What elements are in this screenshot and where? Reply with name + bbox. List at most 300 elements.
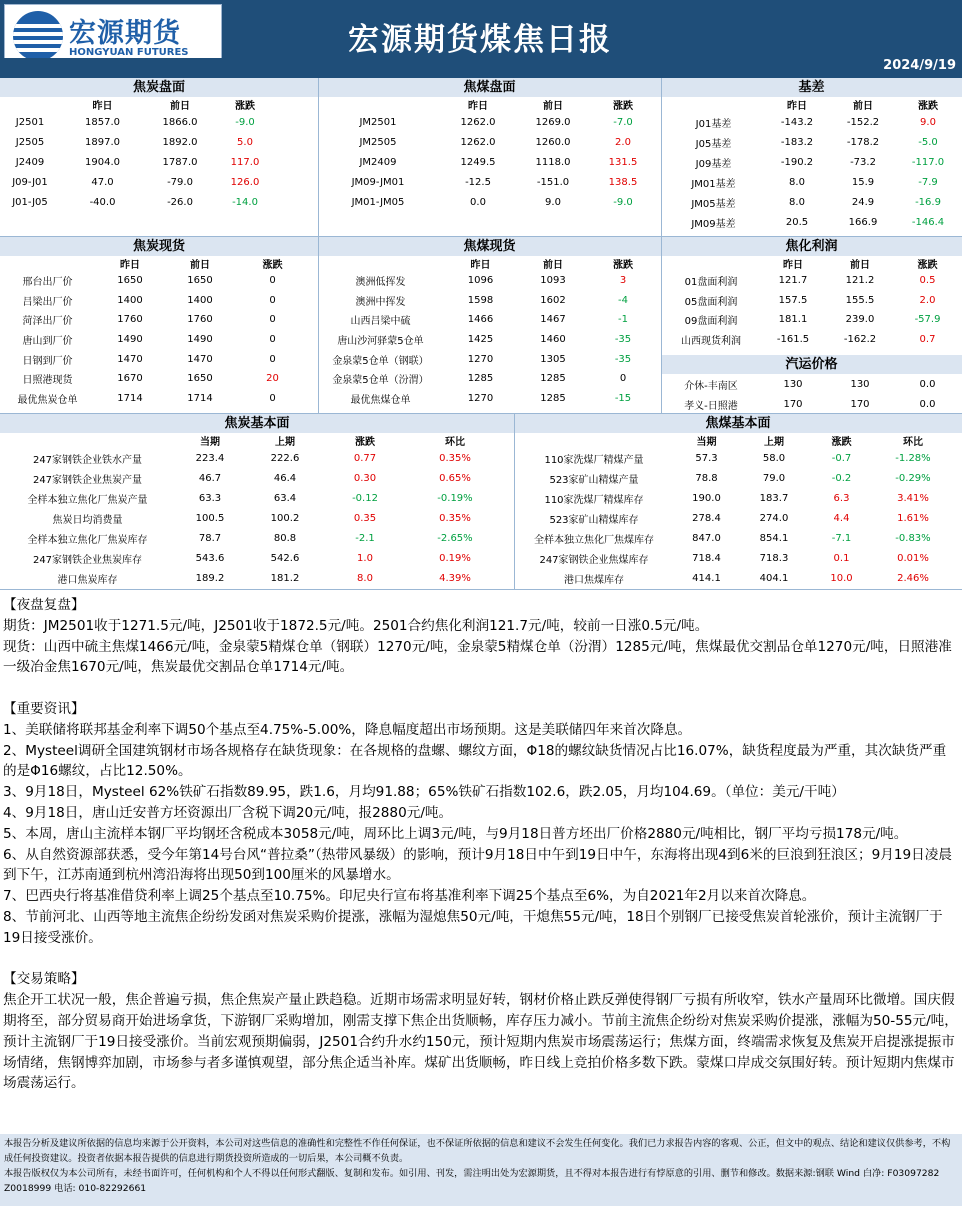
cell-value: 0.30	[353, 472, 377, 484]
row-label: 孝义-日照港	[684, 400, 738, 412]
cell-value: 181.2	[270, 572, 300, 584]
column-header: 昨日	[470, 260, 491, 271]
cell-value: 24.9	[851, 196, 875, 208]
news-item: 3、9月18日，Mysteel 62%铁矿石指数89.95，跌1.6，月均91.88；65%铁矿石指数102.6，跌2.05，月均104.69。（单位：美元/干吨）	[3, 784, 845, 801]
row-label: 01盘面利润	[684, 277, 738, 289]
cell-value: 0.5	[919, 275, 936, 287]
cell-value: 2.0	[919, 294, 936, 306]
table-row	[514, 528, 962, 548]
row-label: 唐山到厂价	[22, 336, 73, 348]
column-header: 昨日	[787, 101, 807, 112]
cell-value: 1425	[467, 334, 494, 346]
row-label: JM01-JM05	[351, 196, 405, 208]
table-title: 汽运价格	[661, 355, 962, 374]
table-row	[661, 374, 962, 394]
column-header: 涨跌	[355, 437, 375, 448]
cell-value: 20.5	[785, 216, 809, 228]
cell-value: 20	[266, 373, 279, 385]
coke-fundamentals-table	[0, 414, 514, 588]
column-header: 昨日	[120, 260, 140, 271]
table-title: 基差	[661, 78, 962, 97]
row-label: 吕梁出厂价	[22, 296, 73, 308]
cell-value: 0.0	[919, 378, 936, 390]
report-date: 2024/9/19	[0, 58, 962, 78]
cell-value: 222.6	[270, 452, 300, 464]
table-row	[0, 349, 318, 369]
column-header: 上期	[275, 437, 295, 448]
cell-value: 414.1	[692, 572, 721, 584]
cell-value: -9.0	[613, 196, 633, 208]
cell-value: -143.2	[780, 116, 814, 128]
cell-value: -0.2	[831, 472, 852, 484]
column-header-row	[318, 256, 661, 271]
news-item: 4、9月18日，唐山迁安普方坯资源出厂含税下调20元/吨，报2880元/吨。	[3, 804, 453, 821]
cell-value: 1602	[540, 294, 566, 306]
row-label: 最优焦煤仓单	[350, 394, 411, 406]
cell-value: 0.0	[919, 398, 936, 410]
table-title: 焦煤现货	[318, 237, 661, 256]
basis-table	[661, 78, 962, 232]
cell-value: -15	[614, 392, 632, 404]
logo-en: HONGYUAN FUTURES	[69, 47, 189, 58]
cell-value: 4.39%	[439, 572, 471, 584]
cell-value: -35	[614, 334, 632, 346]
column-header-row	[318, 97, 661, 112]
cell-value: 1285	[540, 373, 566, 385]
table-row	[0, 548, 514, 568]
cell-value: -0.7	[831, 452, 852, 464]
cell-value: 100.5	[195, 512, 225, 524]
column-header: 涨跌	[917, 260, 938, 271]
cell-value: 1118.0	[535, 156, 571, 168]
cell-value: 1285	[467, 373, 494, 385]
cell-value: -7.0	[613, 116, 633, 128]
column-header: 当期	[200, 437, 220, 448]
cell-value: -79.0	[167, 176, 193, 188]
cell-value: -40.0	[89, 196, 116, 208]
coke-futures-table	[0, 78, 318, 212]
cell-value: 138.5	[608, 176, 638, 188]
column-header: 前日	[850, 260, 870, 271]
cell-value: 9.0	[545, 196, 561, 208]
table-row	[0, 192, 318, 212]
table-row	[318, 349, 661, 369]
cell-value: 1904.0	[85, 156, 120, 168]
table-row	[318, 112, 661, 132]
row-label: 焦炭日均消费量	[52, 514, 123, 526]
cell-value: 6.3	[833, 492, 850, 504]
cell-value: 1897.0	[85, 136, 120, 148]
row-label: 山西现货利润	[681, 335, 741, 347]
cell-value: 1285	[540, 392, 566, 404]
column-header: 前日	[543, 101, 563, 112]
table-row	[318, 291, 661, 311]
cell-value: 1270	[467, 353, 494, 365]
cell-value: 47.0	[91, 176, 114, 188]
cell-value: 0.19%	[439, 552, 471, 564]
column-header: 涨跌	[262, 260, 283, 271]
cell-value: -4	[618, 294, 628, 306]
news-item: 5、本周，唐山主流样本钢厂平均钢坯含税成本3058元/吨，周环比上调3元/吨，与9月18日普方坯出厂价格2880元/吨相比，钢厂平均亏损178元/吨。	[3, 825, 908, 842]
row-label: JM01基差	[691, 178, 736, 190]
cell-value: 121.2	[845, 275, 875, 287]
cell-value: 1760	[187, 314, 213, 326]
table-title: 焦炭基本面	[0, 414, 514, 433]
cell-value: 79.0	[762, 472, 786, 484]
table-row	[318, 389, 661, 409]
cell-value: 170	[850, 398, 870, 410]
cell-value: -190.2	[780, 156, 814, 168]
table-row	[661, 394, 962, 414]
night-review-spot: 现货：山西中硫主焦煤1466元/吨，金泉蒙5精煤仓单（钢联）1270元/吨，金泉蒙5精煤仓单（汾渭）1285元/吨，焦煤最优交割品仓单1270元/吨，日照港准一级冶金焦1670元/吨，焦炭最优交割品仓单1714元/吨。	[3, 638, 952, 676]
row-label: 介休-丰南区	[684, 380, 738, 392]
row-label: 全样本独立焦化厂焦炭产量	[27, 494, 148, 506]
cell-value: 1270	[467, 392, 494, 404]
cell-value: 0	[269, 294, 276, 306]
cell-value: 2.46%	[897, 572, 929, 584]
row-label: JM09基差	[691, 218, 736, 230]
cell-value: -12.5	[465, 176, 491, 188]
table-title: 焦化利润	[661, 237, 962, 256]
table-row	[0, 291, 318, 311]
cell-value: -16.9	[915, 196, 941, 208]
table-row	[0, 152, 318, 172]
cell-value: 1490	[187, 334, 213, 346]
cell-value: 10.0	[830, 572, 853, 584]
column-header-row	[0, 97, 318, 112]
cell-value: 1650	[187, 275, 213, 287]
row-label: J09-J01	[12, 176, 48, 188]
table-row	[0, 132, 318, 152]
row-label: J01-J05	[12, 196, 48, 208]
cell-value: 1305	[540, 353, 566, 365]
logo-icon	[13, 11, 63, 61]
cell-value: 0.35%	[439, 512, 471, 524]
cell-value: 78.7	[198, 532, 222, 544]
table-row	[318, 172, 661, 192]
row-label: JM09-JM01	[351, 176, 405, 188]
cell-value: 2.0	[615, 136, 631, 148]
table-row	[0, 330, 318, 350]
cell-value: 3	[619, 275, 627, 287]
table-row	[661, 330, 962, 350]
table-row	[514, 488, 962, 508]
cell-value: -161.5	[776, 333, 810, 345]
row-label: JM2501	[359, 116, 397, 128]
column-header: 涨跌	[831, 437, 852, 448]
night-review-title: 【夜盘复盘】	[3, 597, 85, 613]
table-row	[0, 488, 514, 508]
cell-value: 15.9	[851, 176, 875, 188]
table-row	[661, 152, 962, 172]
freight-table	[661, 355, 962, 414]
company-logo	[4, 4, 222, 66]
cell-value: -14.0	[232, 196, 258, 208]
row-label: 247家钢铁企业焦炭产量	[32, 474, 143, 486]
table-row	[318, 152, 661, 172]
table-row	[661, 291, 962, 311]
cell-value: 8.0	[789, 196, 805, 208]
cell-value: 1650	[187, 373, 213, 385]
logo-cn: 宏源期货	[69, 18, 181, 49]
cell-value: 1470	[117, 353, 143, 365]
coal-futures-table	[318, 78, 661, 212]
cell-value: 1670	[117, 373, 143, 385]
news-item: 8、节前河北、山西等地主流焦企纷纷发函对焦炭采购价提涨，涨幅为湿熄焦50元/吨，干熄焦55元/吨，18日个别钢厂已接受焦炭首轮涨价，预计主流钢厂于19日接受涨价。	[3, 908, 943, 946]
table-row	[0, 389, 318, 409]
cell-value: 46.7	[198, 472, 222, 484]
row-label: JM2409	[359, 156, 397, 168]
table-row	[514, 548, 962, 568]
cell-value: -0.83%	[895, 532, 931, 544]
table-row	[514, 448, 962, 468]
row-label: 110家洗煤厂精煤库存	[544, 494, 644, 506]
table-row	[661, 112, 962, 132]
news-item: 1、美联储将联邦基金利率下调50个基点至4.75%-5.00%，降息幅度超出市场预期。这是美联储四年来首次降息。	[3, 721, 692, 738]
column-header: 涨跌	[613, 260, 633, 271]
row-label: 山西吕梁中硫	[350, 316, 411, 328]
cell-value: 542.6	[270, 552, 300, 564]
cell-value: 1.0	[357, 552, 373, 564]
cell-value: -57.9	[914, 314, 941, 326]
strategy-title: 【交易策略】	[3, 971, 85, 988]
cell-value: 1269.0	[535, 116, 571, 128]
row-label: 港口焦煤库存	[564, 574, 624, 586]
table-row	[514, 508, 962, 528]
cell-value: 189.2	[195, 572, 225, 584]
table-row	[661, 310, 962, 330]
table-row	[661, 271, 962, 291]
cell-value: 223.4	[195, 452, 225, 464]
table-row	[318, 132, 661, 152]
column-header: 前日	[190, 260, 210, 271]
row-label: J2505	[15, 136, 45, 148]
table-row	[661, 212, 962, 232]
table-row	[514, 468, 962, 488]
cell-value: -183.2	[780, 136, 814, 148]
row-label: 247家钢铁企业焦煤库存	[539, 554, 649, 566]
row-label: 港口焦炭库存	[57, 574, 118, 586]
table-row	[661, 132, 962, 152]
table-row	[661, 172, 962, 192]
strategy-text: 焦企开工状况一般，焦企普遍亏损，焦企焦炭产量止跌趋稳。近期市场需求明显好转，钢材价格止跌反弹使得钢厂亏损有所收窄，铁水产量周环比微增。国庆假期将至，部分贸易商开始进场拿货，下游钢厂采购增加，刚需支撑下焦企出货顺畅，库存压力减小。节前主流焦企纷纷对焦炭采购价提涨，涨幅为50-55元/吨，预计主流钢厂于19日接受涨价。当前宏观预期偏弱，J2501合约升水约150元，预计短期内焦炭市场震荡运行；焦煤方面，终端需求恢复及焦炭开启提涨提振市场情绪，焦钢博弈加剧，市场参与者多谨慎观望，部分焦企适当补库。煤矿出货顺畅，昨日线上竞拍价格多数下跌。蒙煤口岸成交氛围好转。预计短期内焦煤市场震荡运行。	[3, 992, 958, 1092]
cell-value: 78.8	[695, 472, 718, 484]
cell-value: 166.9	[848, 216, 878, 228]
cell-value: -7.9	[918, 176, 938, 188]
night-review-futures: 期货：JM2501收于1271.5元/吨，J2501收于1872.5元/吨。2501合约焦化利润121.7元/吨，较前一日涨0.5元/吨。	[3, 617, 709, 634]
cell-value: 8.0	[789, 176, 805, 188]
cell-value: 1650	[117, 275, 143, 287]
row-label: J2501	[15, 116, 45, 128]
cell-value: 0	[269, 334, 276, 346]
column-header: 前日	[170, 101, 190, 112]
cell-value: 1857.0	[85, 116, 120, 128]
column-header: 前日	[853, 101, 873, 112]
cell-value: 0.0	[470, 196, 486, 208]
cell-value: 155.5	[845, 294, 875, 306]
table-row	[0, 369, 318, 389]
cell-value: 0.01%	[897, 552, 929, 564]
coking-profit-table	[661, 237, 962, 349]
disclaimer-text: 本报告分析及建议所依据的信息均来源于公开资料，本公司对这些信息的准确性和完整性不作任何保证，也不保证所依据的信息和建议不会发生任何变化。我们已力求报告内容的客观、公正，但文中的观点、结论和建议仅供参考，不构成任何投资建议。投资者依据本报告提供的信息进行期货投资所造成的一切后果，本公司概不负责。	[4, 1138, 951, 1164]
column-header: 环比	[445, 437, 465, 448]
cell-value: 157.5	[778, 294, 808, 306]
cell-value: 117.0	[230, 156, 260, 168]
disclaimer-footer	[0, 1134, 962, 1206]
cell-value: 1466	[467, 314, 494, 326]
column-header: 昨日	[92, 101, 113, 112]
cell-value: 1598	[467, 294, 494, 306]
cell-value: 0.7	[919, 333, 936, 345]
table-row	[0, 310, 318, 330]
row-label: 09盘面利润	[684, 316, 738, 328]
cell-value: 1260.0	[535, 136, 571, 148]
cell-value: 1262.0	[460, 136, 496, 148]
cell-value: 130	[850, 378, 870, 390]
cell-value: 1.61%	[897, 512, 929, 524]
cell-value: -0.29%	[895, 472, 931, 484]
column-header: 前日	[543, 260, 563, 271]
row-label: 最优焦炭仓单	[17, 394, 78, 406]
cell-value: 46.4	[273, 472, 297, 484]
table-row	[0, 448, 514, 468]
row-label: 唐山沙河驿蒙5仓单	[337, 336, 424, 348]
table-row	[318, 310, 661, 330]
cell-value: 1467	[540, 314, 566, 326]
cell-value: 100.2	[270, 512, 300, 524]
table-row	[318, 330, 661, 350]
cell-value: -9.0	[235, 116, 255, 128]
row-label: 523家矿山精煤库存	[549, 514, 639, 526]
cell-value: -26.0	[167, 196, 193, 208]
cell-value: 1400	[117, 294, 143, 306]
column-header: 上期	[764, 437, 784, 448]
row-label: 金泉蒙5仓单（汾渭）	[332, 375, 429, 387]
cell-value: -73.2	[850, 156, 876, 168]
table-row	[318, 369, 661, 389]
cell-value: 854.1	[759, 532, 789, 544]
table-row	[318, 271, 661, 291]
column-header: 环比	[903, 437, 923, 448]
report-title: 宏源期货煤焦日报	[348, 22, 612, 58]
row-label: JM05基差	[691, 198, 736, 210]
cell-value: 58.0	[762, 452, 786, 464]
column-header-row	[0, 433, 514, 448]
cell-value: 1262.0	[460, 116, 496, 128]
cell-value: 0	[269, 275, 276, 287]
cell-value: 57.3	[695, 452, 718, 464]
table-row	[0, 172, 318, 192]
cell-value: 1096	[467, 275, 494, 287]
cell-value: 1866.0	[162, 116, 198, 128]
row-label: 金泉蒙5仓单（钢联）	[332, 355, 429, 367]
cell-value: 126.0	[230, 176, 260, 188]
cell-value: 0	[269, 314, 276, 326]
cell-value: 63.3	[198, 492, 222, 504]
cell-value: 181.1	[778, 314, 808, 326]
column-header: 当期	[696, 437, 717, 448]
cell-value: -35	[614, 353, 632, 365]
row-label: 澳洲中挥发	[355, 296, 406, 308]
copyright-text: 本报告版权仅为本公司所有，未经书面许可，任何机构和个人不得以任何形式翻版、复制和发布。如引用、刊发，需注明出处为宏源期货，且不得对本报告进行有悖原意的引用、删节和修改。数据来源:钢联 Wind 白净: F03097282 Z0018999 电话: 010-82292661	[4, 1168, 940, 1194]
cell-value: 183.7	[759, 492, 789, 504]
cell-value: 5.0	[237, 136, 253, 148]
coke-spot-table	[0, 237, 318, 408]
cell-value: -178.2	[846, 136, 880, 148]
cell-value: 1490	[117, 334, 143, 346]
cell-value: -1.28%	[895, 452, 931, 464]
row-label: 菏泽出厂价	[22, 316, 73, 328]
table-row	[0, 468, 514, 488]
cell-value: -0.12	[352, 492, 378, 504]
cell-value: 130	[783, 378, 803, 390]
column-header: 涨跌	[918, 101, 938, 112]
row-label: 247家钢铁企业铁水产量	[32, 454, 143, 466]
column-header-row	[0, 256, 318, 271]
row-label: 全样本独立焦化厂焦炭库存	[27, 534, 148, 546]
cell-value: 404.1	[759, 572, 789, 584]
coal-fundamentals-table	[514, 414, 962, 588]
table-row	[0, 528, 514, 548]
table-row	[0, 112, 318, 132]
cell-value: 0.77	[353, 452, 377, 464]
news-item: 7、巴西央行将基准借贷利率上调25个基点至10.75%。印尼央行宣布将基准利率下调25个基点至6%，为自2021年2月以来首次降息。	[3, 888, 816, 905]
table-row	[0, 568, 514, 588]
cell-value: -0.19%	[437, 492, 473, 504]
cell-value: 1470	[187, 353, 213, 365]
table-title: 焦煤盘面	[318, 78, 661, 97]
row-label: J05基差	[695, 138, 732, 150]
cell-value: -7.1	[831, 532, 852, 544]
cell-value: 1400	[187, 294, 213, 306]
cell-value: 0.35	[353, 512, 377, 524]
row-label: J09基差	[695, 158, 732, 170]
table-row	[0, 508, 514, 528]
cell-value: 80.8	[273, 532, 297, 544]
cell-value: 1093	[540, 275, 566, 287]
cell-value: 278.4	[692, 512, 721, 524]
cell-value: 1249.5	[460, 156, 496, 168]
cell-value: 1714	[187, 392, 213, 404]
cell-value: 1460	[540, 334, 566, 346]
cell-value: -152.2	[846, 116, 880, 128]
cell-value: 0.1	[833, 552, 850, 564]
row-label: J01基差	[695, 118, 732, 130]
report-body	[3, 595, 958, 1094]
cell-value: 543.6	[195, 552, 225, 564]
row-label: 110家洗煤厂精煤产量	[544, 454, 644, 466]
column-header-row	[661, 97, 962, 112]
cell-value: -2.1	[355, 532, 375, 544]
cell-value: 9.0	[920, 116, 936, 128]
cell-value: 131.5	[608, 156, 638, 168]
column-header: 昨日	[468, 101, 488, 112]
cell-value: 190.0	[692, 492, 721, 504]
column-header-row	[661, 256, 962, 271]
table-title: 焦炭盘面	[0, 78, 318, 97]
table-row	[0, 271, 318, 291]
column-header: 涨跌	[235, 101, 255, 112]
column-header: 涨跌	[613, 101, 633, 112]
news-item: 6、从自然资源部获悉，受今年第14号台风“普拉桑”（热带风暴级）的影响，预计9月18日中午到19日中午，东海将出现4到6米的巨浪到狂浪区；9月19日凌晨到下午，江苏南通到杭州湾沿海将出现50到100厘米的风暴增水。	[3, 846, 952, 884]
news-title: 【重要资讯】	[3, 700, 85, 717]
news-item: 2、Mysteel调研全国建筑钢材市场各规格存在缺货现象：在各规格的盘螺、螺纹方面，Φ18的螺纹缺货情况占比16.07%，缺货程度最为严重，其次缺货严重的是Φ16螺纹，占比12.50%。	[3, 742, 947, 780]
cell-value: -2.65%	[437, 532, 473, 544]
row-label: 全样本独立焦化厂焦煤库存	[534, 534, 654, 546]
row-label: JM2505	[359, 136, 397, 148]
cell-value: 847.0	[692, 532, 721, 544]
cell-value: 718.4	[692, 552, 721, 564]
